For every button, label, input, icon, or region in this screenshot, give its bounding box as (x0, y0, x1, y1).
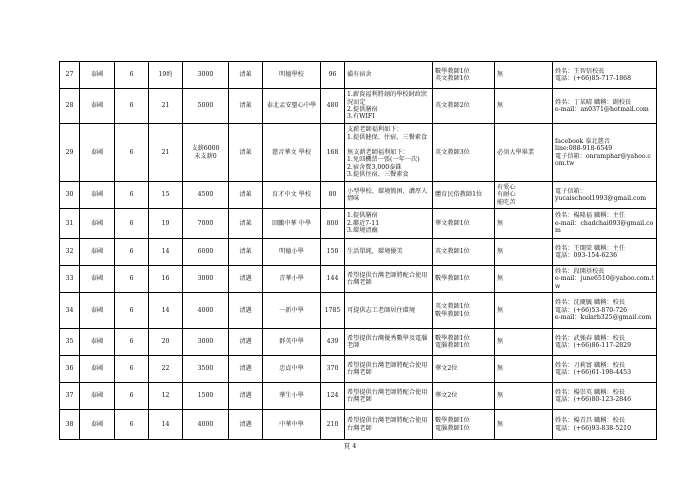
budget-cell: 7000 (183, 209, 229, 239)
features-cell: 希望提供台灣老師將配合使用台灣老師 (345, 266, 433, 293)
requirements-cell: 無 (495, 239, 553, 266)
region-cell: 清邁 (229, 293, 263, 329)
grade-cell: 6 (115, 293, 149, 329)
table-row (60, 383, 657, 410)
table-row (60, 356, 657, 383)
page-number: 頁 4 (343, 442, 357, 450)
students-cell: 12 (149, 383, 183, 410)
school-name-cell: 一新中學 (263, 293, 321, 329)
enrollment-cell: 80 (321, 182, 345, 209)
row-number-cell: 31 (60, 209, 80, 239)
school-name-cell: 中華中學 (263, 410, 321, 440)
grade-cell: 6 (115, 329, 149, 356)
region-cell: 清萊 (229, 62, 263, 89)
country-cell: 泰國 (80, 329, 115, 356)
budget-cell: 6000 (183, 239, 229, 266)
row-number-cell: 30 (60, 182, 80, 209)
requirements-cell: 必須大學畢業 (495, 124, 553, 182)
requirements-cell: 無 (495, 356, 553, 383)
contact-cell: 姓名：刀莉富 職稱：校長 電話：(+66)61-198-4453 (553, 356, 657, 383)
contact-cell: 姓名：王開榮 職稱：主任 電話：093-154-6236 (553, 239, 657, 266)
students-cell: 21 (149, 89, 183, 124)
country-cell: 泰國 (80, 62, 115, 89)
region-cell: 清邁 (229, 266, 263, 293)
grade-cell: 6 (115, 62, 149, 89)
requirements-cell: 有愛心 有耐心 能吃苦 (495, 182, 553, 209)
table-row (60, 62, 657, 89)
table-row (60, 329, 657, 356)
students-cell: 16 (149, 266, 183, 293)
budget-cell: 支薪6000 未支薪0 (183, 124, 229, 182)
enrollment-cell: 168 (321, 124, 345, 182)
requirements-cell: 無 (495, 62, 553, 89)
teacher-needs-cell: 體育民俗教師1位 (433, 182, 495, 209)
contact-cell: 姓名：楊青昌 職稱：校長 電話：(+66)93-838-5210 (553, 410, 657, 440)
table-row (60, 410, 657, 440)
school-name-cell: 泰北孟安聖心中學 (263, 89, 321, 124)
country-cell: 泰國 (80, 124, 115, 182)
row-number-cell: 34 (60, 293, 80, 329)
row-number-cell: 28 (60, 89, 80, 124)
table-body (60, 62, 657, 440)
grade-cell: 6 (115, 266, 149, 293)
features-cell: 生活單純，環境優美 (345, 239, 433, 266)
row-number-cell: 38 (60, 410, 80, 440)
region-cell: 清萊 (229, 124, 263, 182)
region-cell: 清邁 (229, 410, 263, 440)
students-cell: 14 (149, 410, 183, 440)
budget-cell: 3000 (183, 62, 229, 89)
teacher-needs-cell: 數學教師1位 電腦教師1位 (433, 410, 495, 440)
features-cell: 支薪老師福利如下： 1.提供健保、住宿、三餐素食 無支薪老師福利如下： 1.免回機票一張(一年一次) 2.宿舍費3,000泰銖 3.提供住宿、三餐素食 (345, 124, 433, 182)
budget-cell: 4000 (183, 293, 229, 329)
country-cell: 泰國 (80, 266, 115, 293)
grade-cell: 6 (115, 182, 149, 209)
students-cell: 22 (149, 356, 183, 383)
features-cell: 備有宿舍 (345, 62, 433, 89)
teacher-needs-cell: 英文教師1位 數學教師1位 (433, 293, 495, 329)
country-cell: 泰國 (80, 410, 115, 440)
students-cell: 20 (149, 329, 183, 356)
country-cell: 泰國 (80, 356, 115, 383)
features-cell: 1.提供膳宿 2.鄰近7-11 3.環境清幽 (345, 209, 433, 239)
row-number-cell: 29 (60, 124, 80, 182)
budget-cell: 1500 (183, 383, 229, 410)
table-row (60, 266, 657, 293)
grade-cell: 6 (115, 239, 149, 266)
row-number-cell: 32 (60, 239, 80, 266)
students-cell: 14 (149, 293, 183, 329)
school-name-cell: 華生小學 (263, 383, 321, 410)
school-name-cell: 明德學校 (263, 62, 321, 89)
grade-cell: 6 (115, 89, 149, 124)
region-cell: 清萊 (229, 239, 263, 266)
row-number-cell: 27 (60, 62, 80, 89)
row-number-cell: 36 (60, 356, 80, 383)
region-cell: 清邁 (229, 329, 263, 356)
requirements-cell: 無 (495, 89, 553, 124)
contact-cell: 姓名：段開基校長 e-mail：june6510@yahoo.com.tw (553, 266, 657, 293)
students-cell: 15 (149, 182, 183, 209)
enrollment-cell: 144 (321, 266, 345, 293)
features-cell: 希望提供台灣老師將配合使用台灣老師 (345, 356, 433, 383)
contact-cell: 姓名：楊崇英 職稱：校長 電話：(+66)80-123-2846 (553, 383, 657, 410)
grade-cell: 6 (115, 410, 149, 440)
enrollment-cell: 800 (321, 209, 345, 239)
requirements-cell: 無 (495, 410, 553, 440)
contact-cell: 姓名：丁某晴 職稱：副校長 e-mail：an0371@hotmail.com (553, 89, 657, 124)
students-cell: 21 (149, 124, 183, 182)
teacher-needs-cell: 英文教師2位 (433, 89, 495, 124)
enrollment-cell: 210 (321, 410, 345, 440)
row-number-cell: 37 (60, 383, 80, 410)
country-cell: 泰國 (80, 239, 115, 266)
grade-cell: 6 (115, 356, 149, 383)
enrollment-cell: 96 (321, 62, 345, 89)
enrollment-cell: 124 (321, 383, 345, 410)
school-name-cell: 慈音華文 學校 (263, 124, 321, 182)
features-cell: 希望提供台灣老師將配合使用台灣老師 (345, 410, 433, 440)
enrollment-cell: 439 (321, 329, 345, 356)
table-row (60, 89, 657, 124)
features-cell: 1.薪資福利將創的學校財政狀況而定 2.提供膳宿 3.有WIFI (345, 89, 433, 124)
enrollment-cell: 1785 (321, 293, 345, 329)
teacher-needs-cell: 數學教師1位 英文教師1位 (433, 62, 495, 89)
features-cell: 小型學校、環境簡困、濃厚人情味 (345, 182, 433, 209)
table-row (60, 293, 657, 329)
row-number-cell: 35 (60, 329, 80, 356)
requirements-cell: 無 (495, 209, 553, 239)
requirements-cell: 無 (495, 383, 553, 410)
teacher-needs-cell: 華文2位 (433, 356, 495, 383)
grade-cell: 6 (115, 209, 149, 239)
region-cell: 清萊 (229, 182, 263, 209)
row-number-cell: 33 (60, 266, 80, 293)
contact-cell: 電子信箱： yucaischool1993@gmail.com (553, 182, 657, 209)
school-name-cell: 回鵬中華 中學 (263, 209, 321, 239)
school-name-cell: 青華小學 (263, 266, 321, 293)
teacher-needs-cell: 英文教師3位 (433, 124, 495, 182)
teacher-needs-cell: 英文教師1位 (433, 239, 495, 266)
contact-cell: 姓名：武強春 職稱：校長 電話：(+66)86-117-2829 (553, 329, 657, 356)
table-row (60, 124, 657, 182)
grade-cell: 6 (115, 383, 149, 410)
enrollment-cell: 480 (321, 89, 345, 124)
region-cell: 清萊 (229, 89, 263, 124)
students-cell: 19 (149, 209, 183, 239)
requirements-cell: 無 (495, 266, 553, 293)
enrollment-cell: 150 (321, 239, 345, 266)
table-row (60, 182, 657, 209)
teacher-needs-cell: 數學教師1位 (433, 266, 495, 293)
contact-cell: 姓名：王智信校長 電話：(+66)85-717-1868 (553, 62, 657, 89)
table-row (60, 209, 657, 239)
contact-cell: 姓名：沈慶毓 職稱：校長 電話：(+66)53-870-726 e-mail：kularb325@gmail.com (553, 293, 657, 329)
students-cell: 14 (149, 239, 183, 266)
country-cell: 泰國 (80, 209, 115, 239)
teacher-needs-cell: 華文2位 (433, 383, 495, 410)
school-name-cell: 育才中文 學校 (263, 182, 321, 209)
school-name-cell: 群英中學 (263, 329, 321, 356)
country-cell: 泰國 (80, 182, 115, 209)
contact-cell: 姓名：楊隆福 職稱：主任 e-mail：chadchai093@gmail.com (553, 209, 657, 239)
teacher-needs-cell: 華文教師1位 (433, 209, 495, 239)
budget-cell: 4000 (183, 410, 229, 440)
table-row (60, 239, 657, 266)
budget-cell: 3000 (183, 329, 229, 356)
requirements-cell: 無 (495, 329, 553, 356)
features-cell: 可提供志工老師居住環境 (345, 293, 433, 329)
country-cell: 泰國 (80, 383, 115, 410)
budget-cell: 3000 (183, 266, 229, 293)
region-cell: 清邁 (229, 356, 263, 383)
school-volunteer-table (59, 61, 657, 440)
enrollment-cell: 370 (321, 356, 345, 383)
school-name-cell: 明德小學 (263, 239, 321, 266)
school-name-cell: 忠貞中學 (263, 356, 321, 383)
region-cell: 清邁 (229, 383, 263, 410)
features-cell: 希望提供台灣優秀數學及電腦老師 (345, 329, 433, 356)
teacher-needs-cell: 數學教師1位 電腦教師1位 (433, 329, 495, 356)
budget-cell: 4500 (183, 182, 229, 209)
students-cell: 19約 (149, 62, 183, 89)
grade-cell: 6 (115, 124, 149, 182)
country-cell: 泰國 (80, 293, 115, 329)
features-cell: 希望提供台灣老師將配合使用台灣老師 (345, 383, 433, 410)
budget-cell: 5000 (183, 89, 229, 124)
contact-cell: facebook 泰北慈音 line:088-918-6549 電子信箱：onramphar@yahoo.com.tw (553, 124, 657, 182)
requirements-cell: 無 (495, 293, 553, 329)
budget-cell: 3500 (183, 356, 229, 383)
country-cell: 泰國 (80, 89, 115, 124)
region-cell: 清萊 (229, 209, 263, 239)
